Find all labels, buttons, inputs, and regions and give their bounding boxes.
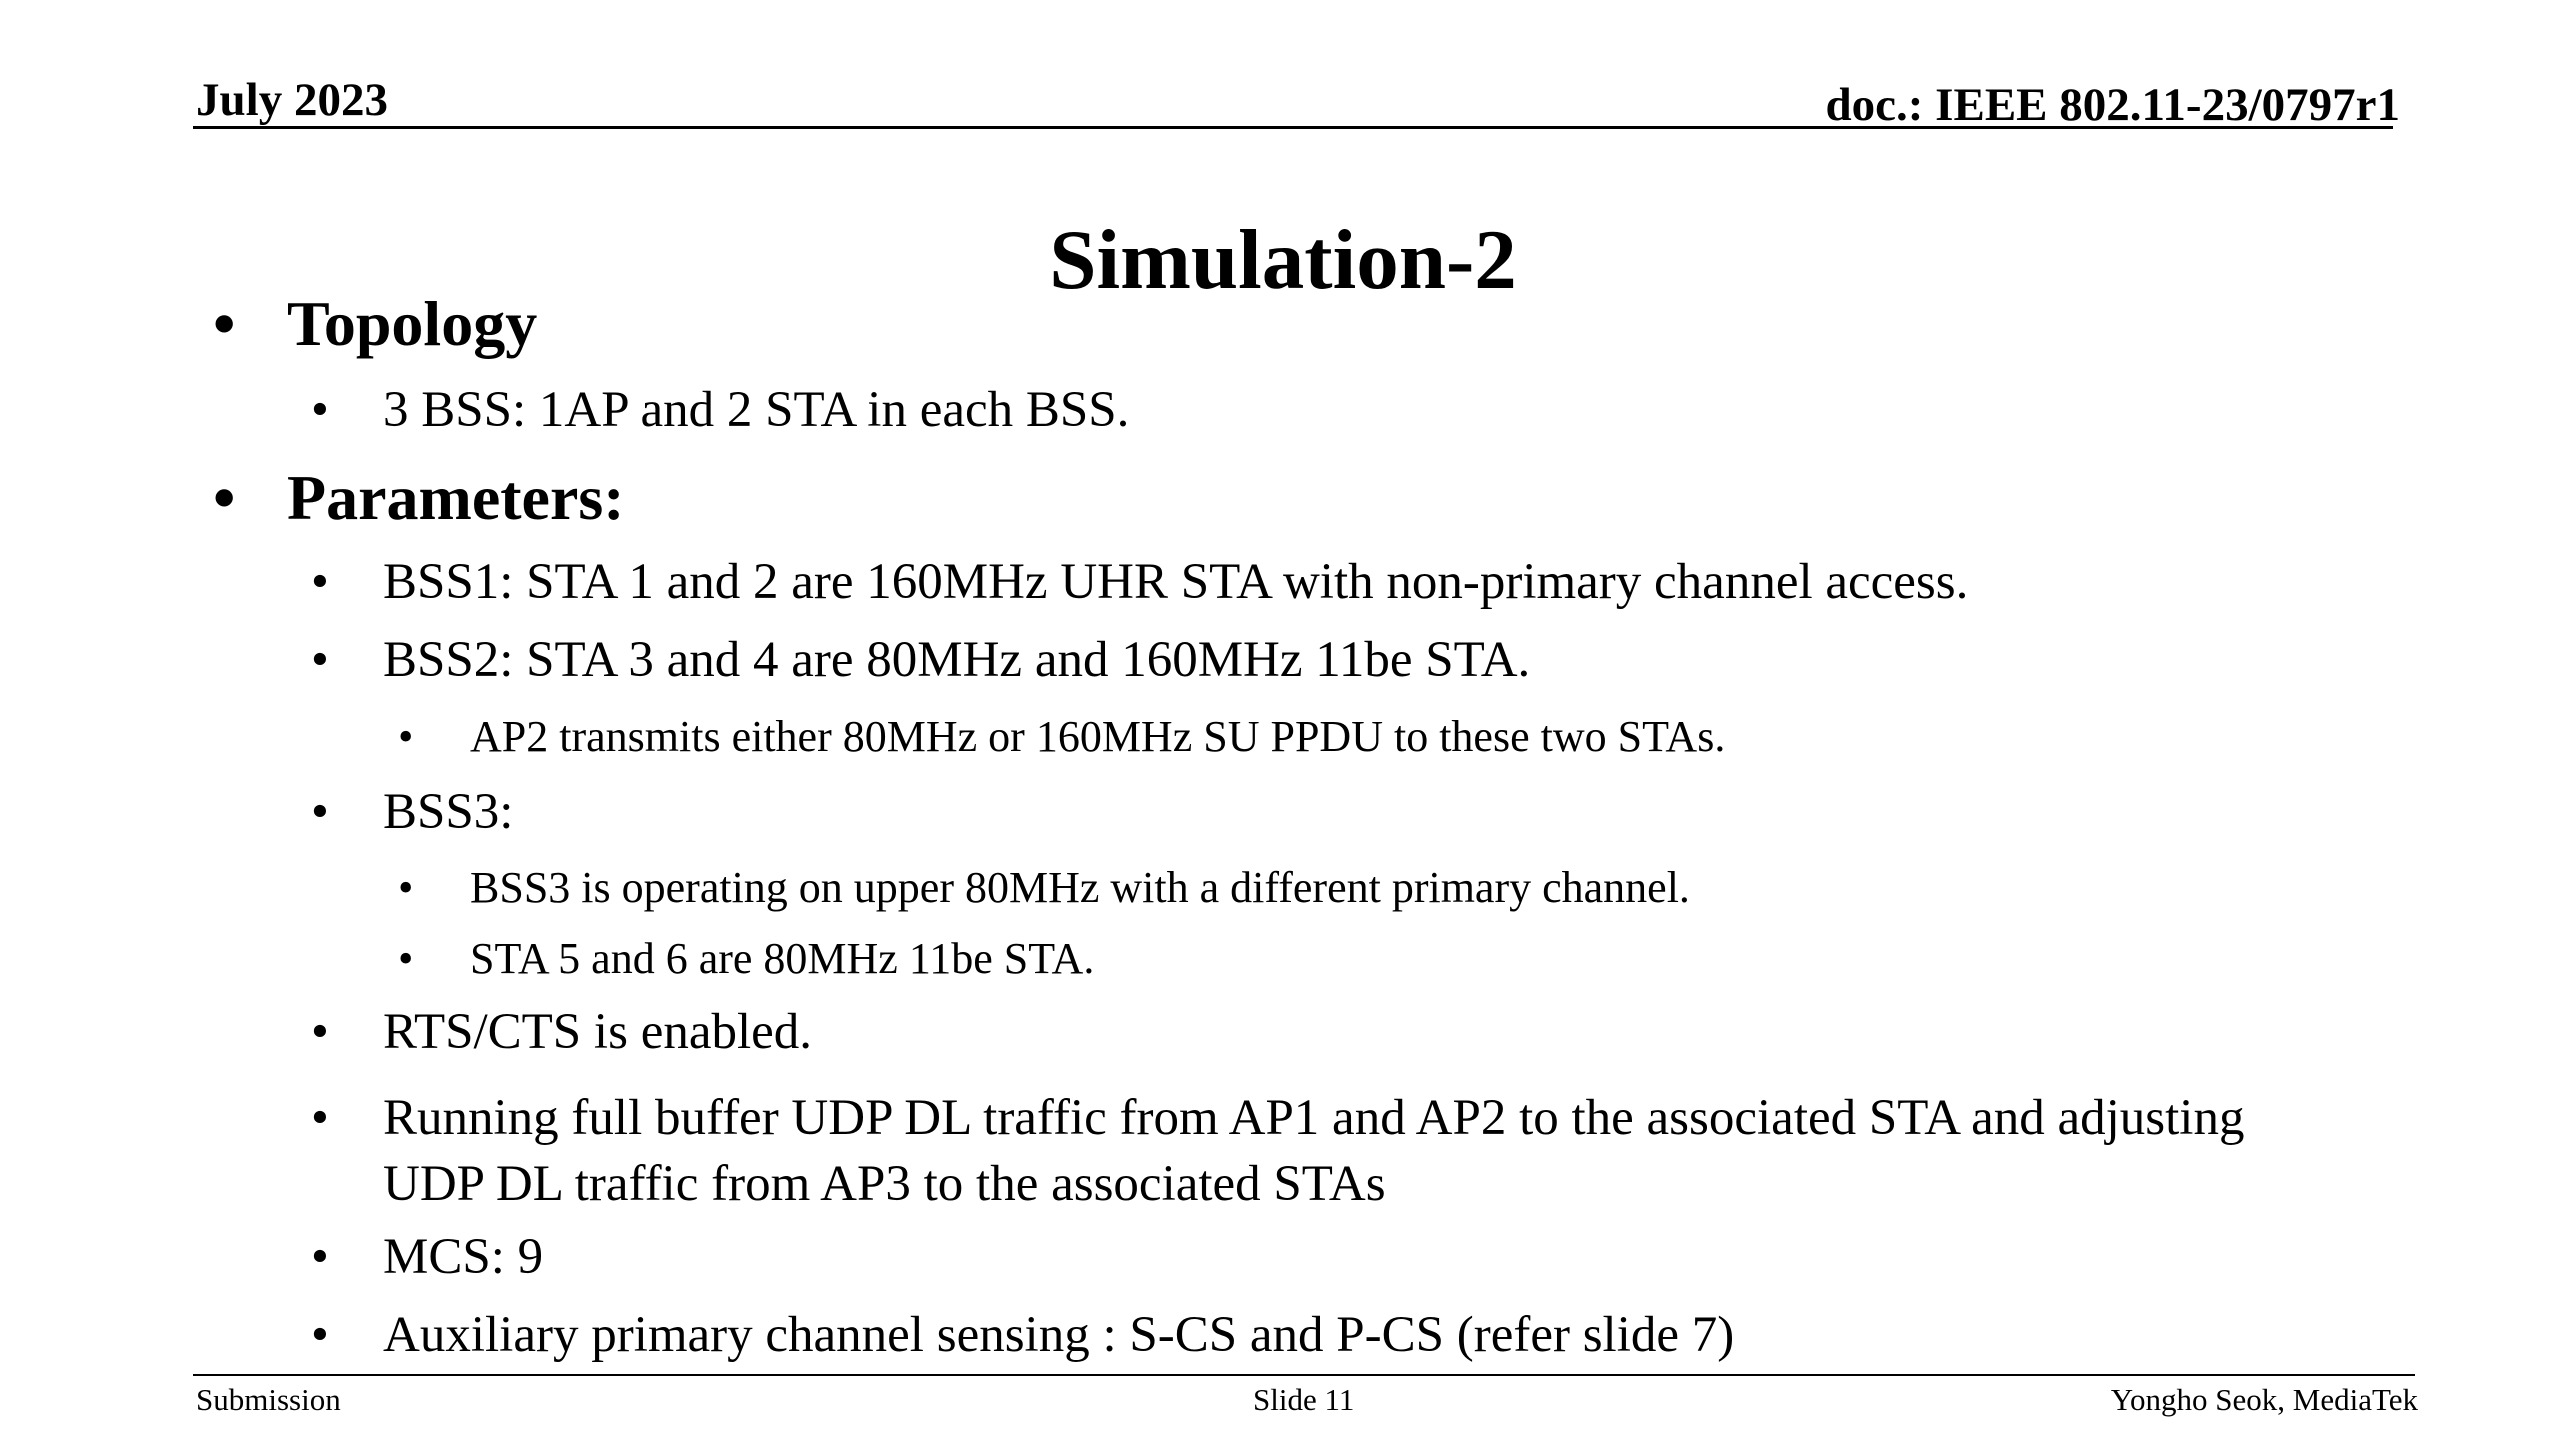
slide-title: Simulation-2 — [1049, 213, 1517, 307]
bullet-aux — [311, 1307, 1735, 1363]
header-rule — [193, 126, 2393, 129]
header-doc-id: doc.: IEEE 802.11-23/0797r1 — [1825, 79, 2400, 131]
footer-author: Yongho Seok, MediaTek — [2110, 1382, 2418, 1417]
bullet-bss3-sub2 — [398, 934, 1095, 983]
parameters-label: Parameters: — [287, 462, 625, 533]
bullet-mcs — [311, 1229, 544, 1285]
bss2-text: BSS2: STA 3 and 4 are 80MHz and 160MHz 11be STA. — [383, 632, 1531, 688]
bss3-sub2-text: STA 5 and 6 are 80MHz 11be STA. — [470, 934, 1095, 983]
bullet-dot: • — [213, 288, 236, 359]
bullet-bss1 — [311, 554, 1969, 610]
bullet-bss3-sub1 — [398, 863, 1690, 912]
bss2-sub-text: AP2 transmits either 80MHz or 160MHz SU PPDU to these two STAs. — [470, 712, 1726, 761]
bullet-dot: • — [311, 632, 329, 688]
bullet-rts — [311, 1004, 813, 1060]
bullet-topology-item — [311, 382, 1130, 438]
mcs-text: MCS: 9 — [383, 1229, 544, 1285]
bullet-dot: • — [398, 934, 414, 983]
bullet-dot: • — [311, 1004, 329, 1060]
bullet-parameters — [213, 462, 625, 533]
footer-rule — [193, 1374, 2415, 1376]
topology-item-text: 3 BSS: 1AP and 2 STA in each BSS. — [383, 382, 1130, 438]
bullet-bss3 — [311, 784, 514, 840]
footer-slide-number: Slide 11 — [1253, 1382, 1355, 1417]
bullet-dot: • — [398, 863, 414, 912]
bullet-dot: • — [311, 1090, 329, 1146]
bss1-text: BSS1: STA 1 and 2 are 160MHz UHR STA with non-primary channel access. — [383, 554, 1969, 610]
topology-label: Topology — [287, 288, 538, 359]
bullet-bss2 — [311, 632, 1531, 688]
bullet-traffic — [311, 1085, 2245, 1217]
bullet-dot: • — [213, 462, 236, 533]
bullet-dot: • — [311, 1307, 329, 1363]
bullet-dot: • — [311, 382, 329, 438]
rts-text: RTS/CTS is enabled. — [383, 1004, 813, 1060]
bullet-bss2-sub — [398, 712, 1726, 761]
bss3-text: BSS3: — [383, 784, 514, 840]
bullet-dot: • — [311, 1229, 329, 1285]
footer-submission: Submission — [196, 1382, 341, 1417]
bullet-dot: • — [398, 712, 414, 761]
bullet-topology — [213, 288, 538, 359]
aux-text: Auxiliary primary channel sensing : S-CS and P-CS (refer slide 7) — [383, 1307, 1735, 1363]
header-date: July 2023 — [196, 74, 388, 126]
bullet-dot: • — [311, 554, 329, 610]
traffic-line-1: Running full buffer UDP DL traffic from AP1 and AP2 to the associated STA and adjusting — [383, 1090, 2245, 1146]
bss3-sub1-text: BSS3 is operating on upper 80MHz with a different primary channel. — [470, 863, 1690, 912]
bullet-dot: • — [311, 784, 329, 840]
traffic-line-2: UDP DL traffic from AP3 to the associated STAs — [383, 1156, 1386, 1212]
